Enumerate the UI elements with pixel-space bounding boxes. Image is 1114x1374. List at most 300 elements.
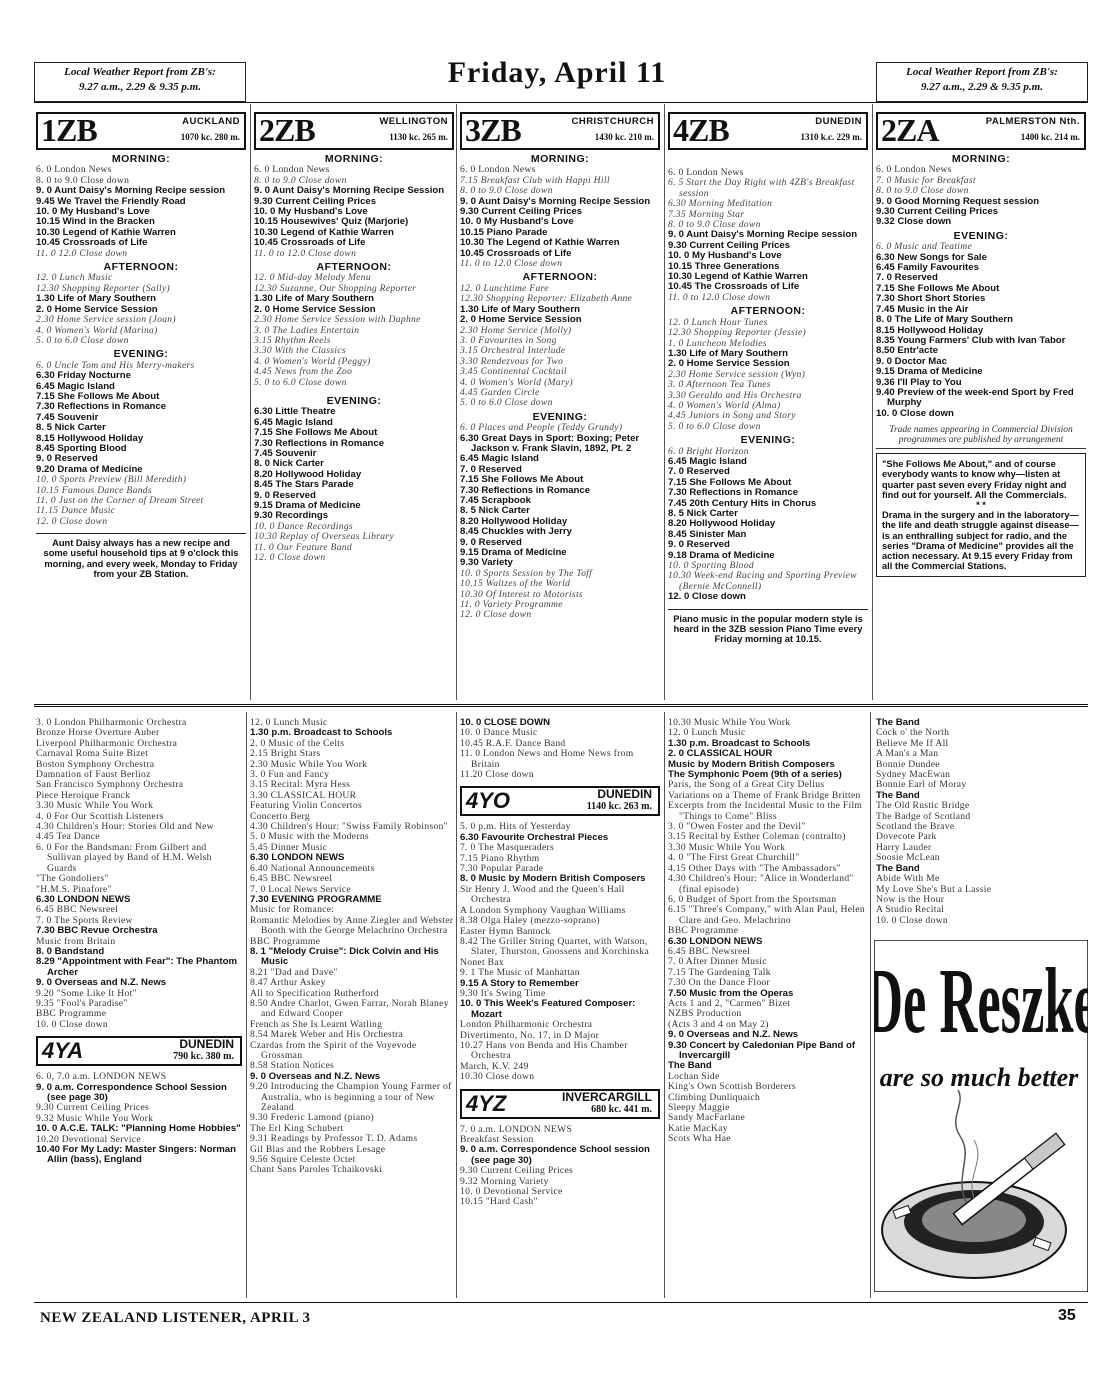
programme-item: 7.30 BBC Revue Orchestra [36, 925, 158, 937]
programme-item: The Band [876, 717, 920, 728]
programme-item: 7. 0 Reserved [876, 272, 938, 284]
programme-item: 7.30 Reflections in Romance [668, 487, 799, 499]
trade-names-notice: Trade names appearing in Commercial Division programmes are published by arrangement [876, 425, 1086, 449]
programme-item: 7.30 Reflections in Romance [460, 484, 591, 496]
programme-item: March, K.V. 249 [460, 1060, 529, 1072]
column-divider [664, 712, 665, 1298]
programme-item: Carnaval Roma Suite Bizet [36, 748, 149, 760]
programme-item: 7. 0 The Masqueraders [460, 842, 555, 854]
programme-item: Soosie McLean [876, 852, 940, 864]
programme-item: 7.15 She Follows Me About [254, 427, 378, 439]
programme-item: 10.15 Famous Dance Bands [36, 484, 152, 496]
station-frequency: 1070 kc. 280 m. [180, 132, 240, 142]
afternoon-list [254, 273, 454, 387]
programme-item: 10.15 Waltzes of the World [460, 578, 571, 590]
programme-item: 7.30 Popular Parade [460, 863, 544, 875]
column-4zb [668, 112, 868, 644]
programme-item: NZBS Production [668, 1008, 742, 1020]
programme-item: 10.15 "Hard Cash" [460, 1196, 538, 1208]
programme-list [36, 718, 242, 1030]
programme-item: 9.35 "Fool's Paradise" [36, 997, 128, 1009]
programme-item: 4. 0 "The First Great Churchill" [668, 852, 800, 864]
column-4yz-continued [668, 718, 866, 1145]
programme-item: 2. 0 Home Service Session [36, 303, 158, 315]
station-frequency: 1310 k.c. 229 m. [800, 132, 862, 142]
programme-item: 9.15 Drama of Medicine [254, 500, 361, 511]
programme-item: 5. 0 p.m. Hits of Yesterday [460, 821, 571, 833]
programme-item: 8.29 "Appointment with Fear": The Phantom Archer [36, 956, 237, 978]
programme-item: 9.30 Current Ceiling Prices [254, 195, 377, 207]
afternoon-list [460, 284, 660, 409]
programme-item: Abide With Me [876, 873, 940, 885]
programme-item: 10.30 The Legend of Kathie Warren [460, 237, 620, 249]
programme-item: 7.45 Souvenir [36, 411, 99, 423]
programme-item: 10.30 Week-end Racing and Sporting Preview (Bernie McConnell) [668, 570, 857, 592]
programme-item: 6. 0 Bright Horizon [668, 445, 749, 457]
programme-item: 11. 0 Our Feature Band [254, 541, 352, 553]
programme-item: 6.40 National Announcements [250, 862, 375, 874]
programme-item: 8. 0 to 9.0 Close down [36, 174, 130, 186]
programme-item: 8.45 Sinister Man [668, 528, 747, 540]
programme-item: 4.45 Garden Circle [460, 386, 540, 398]
programme-item: 10. 0 Dance Recordings [254, 520, 353, 532]
programme-item: 8. 0 Nick Carter [254, 458, 324, 470]
programme-item: 10.15 Three Generations [668, 260, 780, 272]
programme-item: 9. 0 a.m. Correspondence School Session (see page 30) [36, 1081, 227, 1103]
ad-artwork [874, 940, 1088, 1292]
programme-item: 6.45 Magic Island [36, 380, 115, 392]
programme-item: 7.30 Reflections in Romance [36, 401, 167, 413]
programme-list [460, 718, 660, 780]
programme-item: 10.30 Legend of Kathie Warren [254, 226, 394, 238]
programme-item: 10.40 For My Lady: Master Singers: Norman Allin (bass), England [36, 1144, 236, 1166]
programme-item: 12. 0 Lunch Music [250, 717, 328, 728]
programme-item: 2. 0 Home Service Session [254, 303, 376, 315]
programme-item: 1.30 p.m. Broadcast to Schools [250, 727, 393, 739]
section-heading: EVENING: [113, 348, 169, 361]
programme-item: 8.20 Hollywood Holiday [460, 515, 568, 527]
station-callsign: 3ZB [465, 112, 521, 148]
programme-item: 3. 0 Favourites in Song [460, 334, 557, 346]
programme-item: 6. 0 London News [668, 167, 744, 178]
programme-item: Music from Britain [36, 935, 116, 947]
programme-item: Piece Heroique Franck [36, 789, 131, 801]
station-callsign: 4ZB [673, 112, 729, 148]
station-header-4yz [460, 1089, 660, 1119]
programme-item: 6.30 Friday Nocturne [36, 370, 131, 382]
programme-item: 7.30 EVENING PROGRAMME [250, 893, 382, 905]
programme-item: 8.20 Hollywood Holiday [254, 468, 362, 480]
programme-item: Dovecote Park [876, 831, 937, 843]
weather-title: Local Weather Report from ZB's: [906, 66, 1058, 78]
programme-item: 1. 0 Luncheon Melodies [668, 337, 767, 349]
programme-item: 3.30 Music While You Work [36, 800, 154, 812]
programme-item: 10. 0 Sports Session by The Toff [460, 567, 593, 579]
programme-item: The Band [876, 862, 920, 874]
programme-item: Paris, the Song of a Great City Delius [668, 779, 825, 791]
column-divider [870, 712, 871, 1298]
programme-item: The Symphonic Poem (9th of a series) [668, 769, 842, 781]
programme-item: 11. 0 to 12.0 Close down [668, 291, 771, 303]
programme-item: 4. 0 For Our Scottish Listeners [36, 810, 164, 822]
programme-item: 4.15 Other Days with "The Ambassadors" [668, 862, 841, 874]
programme-item: 10. 0 This Week's Featured Composer: Mozart [460, 998, 636, 1020]
programme-item: 6. 0 London News [876, 164, 952, 176]
programme-item: The Band [876, 789, 920, 801]
column-3zb [460, 112, 660, 621]
programme-item: 7.15 Breakfast Club with Happi Hill [460, 174, 610, 186]
column-divider [456, 712, 457, 1298]
programme-item: 10. 0 Close down [876, 407, 954, 419]
header-rule [34, 102, 1088, 103]
section-heading: EVENING: [532, 410, 588, 423]
programme-item: 3.15 Rhythm Reels [254, 334, 331, 346]
section-heading: AFTERNOON: [730, 305, 806, 318]
programme-item: 7. 0 Music for Breakfast [876, 174, 976, 186]
programme-item: 9.30 Current Ceiling Prices [36, 1102, 150, 1114]
programme-item: London Philharmonic Orchestra [460, 1019, 593, 1031]
programme-item: 3.45 Continental Cocktail [460, 366, 567, 378]
programme-item: 8.45 Chuckles with Jerry [460, 526, 572, 538]
station-header-2za [876, 112, 1086, 150]
morning-list [36, 165, 246, 259]
programme-item: 9.31 Readings by Professor T. D. Adams [250, 1133, 418, 1145]
programme-item: 7.45 Music in the Air [876, 303, 969, 315]
morning-list [876, 165, 1086, 227]
programme-item: 3.15 Recital by Esther Coleman (contralto) [668, 831, 846, 843]
programme-item: 7.50 Music from the Operas [668, 987, 794, 999]
station-callsign: 4YO [466, 788, 511, 814]
programme-item: 12. 0 Mid-day Melody Menu [254, 272, 371, 284]
programme-item: 5.45 Dinner Music [250, 841, 328, 853]
programme-item: 3. 0 The Ladies Entertain [254, 324, 360, 336]
programme-list [876, 718, 1086, 926]
programme-item: 10. 0 My Husband's Love [254, 206, 368, 218]
programme-item: 3.30 CLASSICAL HOUR [250, 789, 357, 801]
section-heading: MORNING: [951, 153, 1011, 165]
programme-item: 6.30 LONDON NEWS [668, 935, 763, 947]
programme-item: (Acts 3 and 4 on May 2) [668, 1018, 769, 1030]
programme-item: 6. 0 Places and People (Teddy Grundy) [460, 422, 623, 434]
programme-item: 7.15 She Follows Me About [36, 390, 160, 402]
programme-item: Divertimento, No. 17, in D Major [460, 1029, 600, 1041]
programme-item: 8.38 Olga Haley (mezzo-soprano) [460, 915, 600, 927]
programme-item: 7.30 Short Short Stories [876, 293, 986, 305]
programme-item: 11. 0 London News and Home News from Britain [460, 748, 634, 770]
column-divider [872, 104, 873, 700]
programme-item: 9.32 Morning Variety [460, 1175, 549, 1187]
programme-item: 9.15 Drama of Medicine [876, 366, 983, 378]
programme-item: 12.30 Shopping Reporter: Elizabeth Anne [460, 293, 633, 305]
programme-item: My Love She's But a Lassie [876, 883, 992, 895]
programme-item: 9. 0 Reserved [254, 489, 316, 501]
programme-item: Excerpts from the Incidental Music to the Film "Things to Come" Bliss [668, 800, 863, 822]
programme-item: 10. 0 Devotional Service [460, 1186, 563, 1198]
column-4ya-evening [250, 718, 454, 1176]
programme-item: 8. 0 to 9.0 Close down [668, 219, 761, 231]
programme-item: 7.45 Scrapbook [460, 495, 531, 506]
evening-list [254, 407, 454, 563]
programme-item: 10.20 Devotional Service [36, 1133, 141, 1145]
programme-item: 8. 0 to 9.0 Close down [460, 185, 553, 197]
weather-title: Local Weather Report from ZB's: [64, 66, 216, 78]
programme-item: 6. 0, 7.0 a.m. LONDON NEWS [36, 1071, 167, 1083]
weather-times: 9.27 a.m., 2.29 & 9.35 p.m. [79, 81, 201, 93]
programme-item: 7. 0 Reserved [460, 463, 522, 475]
ad-brand: De Reszke [874, 950, 1088, 1053]
programme-item: 6.45 BBC Newsreel [36, 904, 119, 916]
programme-item: 9. 0 Aunt Daisy's Morning Recipe Session [460, 195, 651, 207]
programme-item: Believe Me If All [876, 737, 949, 749]
programme-item: 7. 0 Local News Service [250, 883, 351, 895]
footer-rule [34, 1302, 1088, 1303]
ad-slogan: are so much better [879, 1063, 1079, 1092]
programme-item: 6. 0 London News [254, 164, 330, 176]
morning-list [460, 165, 660, 269]
column-divider [664, 104, 665, 700]
programme-item: 9. 0 Overseas and N.Z. News [250, 1070, 381, 1082]
station-header-4ya [36, 1036, 242, 1066]
programme-item: 10.30 Legend of Kathie Warren [668, 271, 808, 283]
programme-item: 12. 0 Lunch Music [36, 272, 113, 284]
programme-item: 8.42 The Griller String Quartet, with Watson, Slater, Thurston, Goossens and Korchinska [460, 935, 650, 958]
programme-item: King's Own Scottish Borderers [668, 1081, 796, 1093]
programme-item: Nonet Bax [460, 956, 504, 968]
programme-item: 11. 0 to 12.0 Close down [254, 247, 357, 259]
programme-list [250, 718, 454, 1176]
programme-item: 2.30 Home Service session (Wyn) [668, 368, 806, 380]
programme-list [36, 1072, 242, 1166]
programme-item: 9.32 Music While You Work [36, 1112, 154, 1124]
programme-item: 9.30 Current Ceiling Prices [876, 206, 999, 218]
programme-item: 10.15 Piano Parade [460, 226, 548, 238]
station-callsign: 4YA [42, 1038, 84, 1064]
programme-item: 5. 0 to 6.0 Close down [668, 420, 761, 432]
station-frequency: 1430 kc. 210 m. [594, 132, 654, 142]
programme-item: 8.15 Hollywood Holiday [876, 324, 984, 336]
programme-item: 11. 0 12.0 Close down [36, 247, 128, 259]
programme-item: 8.47 Arthur Askey [250, 977, 326, 989]
programme-item: 9.32 Close down [876, 216, 952, 228]
programme-item: 10. 0 Dance Music [460, 727, 538, 739]
programme-item: Cock o' the North [876, 727, 950, 739]
programme-item: 6. 5 Start the Day Right with 4ZB's Breakfast session [668, 177, 855, 199]
section-heading: MORNING: [530, 153, 590, 165]
programme-item: 8. 0 The Life of Mary Southern [876, 314, 1013, 326]
programme-item: 5. 0 Music with the Moderns [250, 831, 369, 843]
page-title: Friday, April 11 [447, 56, 667, 89]
programme-item: 10. 0 Sports Preview (Bill Meredith) [36, 474, 187, 486]
drama-of-medicine-note: Drama in the surgery and in the laboratory—the life and death struggle against disease—is an enthralling subject for radio, and the series "Drama of Medicine" provides all the action necessary. At 9.15 every Friday from all the Commercial Stations. [882, 510, 1079, 572]
programme-item: 6.45 Magic Island [460, 453, 539, 465]
programme-item: 9.18 Drama of Medicine [668, 549, 775, 561]
morning-list [254, 165, 454, 259]
programme-item: 9. 0 Overseas and N.Z. News [36, 977, 167, 989]
programme-item: 9. 0 Overseas and N.Z. News [668, 1029, 799, 1041]
programme-item: 5. 0 to 6.0 Close down [254, 376, 347, 388]
station-frequency: 1130 kc. 265 m. [389, 132, 448, 142]
evening-list [36, 361, 246, 528]
programme-item: Sir Henry J. Wood and the Queen's Hall Orchestra [460, 883, 625, 906]
programme-item: 8. 1 "Melody Cruise": Dick Colvin and His Music [250, 945, 439, 968]
programme-item: 8. 5 Nick Carter [668, 508, 738, 519]
programme-item: 6. 0 Music and Teatime [876, 241, 973, 253]
commercials-box [876, 453, 1086, 577]
piano-time-note: Piano music in the popular modern style is heard in the 3ZB session Piano Time every Friday morning at 10.15. [668, 609, 868, 645]
programme-item: Sydney MacEwan [876, 769, 951, 781]
programme-item: 4. 0 Women's World (Marina) [36, 324, 158, 336]
weather-times: 9.27 a.m., 2.29 & 9.35 p.m. [921, 81, 1043, 93]
station-frequency: 790 kc. 380 m. [173, 1051, 234, 1063]
programme-item: 6. 0 Uncle Tom and His Merry-makers [36, 359, 195, 371]
programme-item: 3.30 With the Classics [254, 345, 346, 357]
programme-item: BBC Programme [36, 1008, 107, 1020]
programme-item: 9.40 Preview of the week-end Sport by Fred Murphy [876, 386, 1074, 409]
programme-item: 10. 0 CLOSE DOWN [460, 717, 551, 728]
station-city: AUCKLAND [182, 116, 240, 127]
programme-item: 11.20 Close down [460, 769, 534, 781]
afternoon-list [668, 318, 868, 432]
programme-item: 3.30 Rendezvous for Two [460, 355, 564, 367]
programme-item: 8. 0 to 9.0 Close down [254, 174, 347, 186]
asterisk-divider: * * [976, 499, 986, 510]
programme-item: 4.45 News from the Zoo [254, 366, 353, 378]
programme-item: 6. 0 London News [460, 164, 536, 176]
programme-item: 9.15 Drama of Medicine [460, 547, 567, 559]
programme-item: Gil Blas and the Robbers Lesage [250, 1143, 386, 1155]
station-city: WELLINGTON [379, 116, 448, 127]
programme-item: Sleepy Maggie [668, 1102, 730, 1114]
programme-item: French as She Is Learnt Watling [250, 1018, 383, 1030]
programme-item: 10. 0 My Husband's Love [668, 250, 782, 262]
programme-item: 2. 0 Home Service Session [460, 314, 582, 326]
programme-item: 3.15 Orchestral Interlude [460, 345, 566, 357]
column-divider [456, 104, 457, 700]
programme-item: 11.15 Dance Music [36, 505, 116, 517]
station-header-2zb [254, 112, 454, 150]
morning-list [668, 168, 868, 303]
programme-list [668, 718, 866, 1145]
programme-list [460, 1125, 660, 1208]
programme-item: Czardas from the Spirit of the Voyevode Grossman [250, 1039, 417, 1061]
programme-item: 9. 0 Good Morning Request session [876, 195, 1040, 207]
programme-item: 4.45 Juniors in Song and Story [668, 410, 796, 422]
programme-item: Chant Sans Paroles Tchaikovski [250, 1164, 383, 1176]
programme-item: Climbing Dunliquaich [668, 1091, 761, 1103]
programme-item: Harry Lauder [876, 841, 932, 853]
evening-list [876, 242, 1086, 419]
programme-item: 8.54 Marek Weber and His Orchestra [250, 1029, 404, 1041]
programme-item: Music for Romance: [250, 904, 335, 916]
section-heading: MORNING: [111, 153, 171, 165]
programme-item: A Man's a Man [876, 748, 939, 760]
programme-item: 9.56 Squire Celeste Octet [250, 1154, 356, 1166]
programme-item: 4. 0 Women's World (Alma) [668, 399, 781, 411]
programme-item: 9. 1 The Music of Manhattan [460, 967, 580, 979]
programme-item: 12. 0 Lunch Hour Tunes [668, 316, 768, 328]
programme-item: 2.15 Bright Stars [250, 748, 321, 760]
programme-item: Bronze Horse Overture Auber [36, 727, 160, 739]
programme-item: 10.30 Close down [460, 1071, 535, 1083]
programme-item: Scotland the Brave [876, 821, 955, 833]
programme-item: 4.30 Children's Hour: "Swiss Family Robinson" [250, 821, 448, 833]
programme-item: 6.45 BBC Newsreel [250, 873, 333, 885]
section-heading: EVENING: [326, 394, 382, 407]
programme-item: 7.30 Reflections in Romance [254, 437, 385, 449]
programme-item: 9.20 Introducing the Champion Young Farmer of Australia, who is beginning a tour of New Zealand [250, 1081, 452, 1114]
programme-item: 10. 0 Sporting Blood [668, 560, 754, 572]
station-header-4yo [460, 786, 660, 816]
programme-item: 6.30 Great Days in Sport: Boxing; Peter Jackson v. Frank Slavin, 1892, Pt. 2 [460, 432, 640, 454]
programme-item: 10.45 R.A.F. Dance Band [460, 737, 566, 749]
programme-item: 9. 0 a.m. Correspondence School session (see page 30) [460, 1144, 650, 1166]
programme-item: Bonnie Earl of Moray [876, 779, 967, 791]
section-heading: MORNING: [324, 153, 384, 165]
programme-item: 6.15 "Three's Company," with Alan Paul, Helen Clare and Geo. Melachrino [668, 904, 865, 926]
programme-item: 10.45 Crossroads of Life [460, 247, 572, 259]
programme-item: 7. 0 Reserved [668, 466, 730, 478]
programme-item: Acts 1 and 2, "Carmen" Bizet [668, 997, 791, 1009]
column-2za [876, 112, 1086, 577]
programme-item: 7.45 Souvenir [254, 447, 317, 459]
station-city: INVERCARGILL [562, 1089, 652, 1104]
programme-item: 5. 0 to 6.0 Close down [36, 334, 129, 346]
programme-item: The Badge of Scotland [876, 810, 971, 822]
programme-item: 10. 0 Close down [876, 914, 948, 926]
station-callsign: 4YZ [466, 1090, 507, 1116]
programme-item: 7.35 Morning Star [668, 208, 745, 220]
programme-item: 7.45 20th Century Hits in Chorus [668, 497, 817, 509]
programme-list [460, 822, 660, 1082]
programme-item: 1.30 p.m. Broadcast to Schools [668, 737, 811, 749]
programme-item: 10.30 Replay of Overseas Library [254, 531, 394, 543]
programme-item: 7.15 She Follows Me About [668, 476, 792, 488]
programme-item: 9.30 Concert by Caledonian Pipe Band of Invercargill [668, 1039, 856, 1061]
programme-item: San Francisco Symphony Orchestra [36, 779, 184, 791]
programme-item: 10.30 Music While You Work [668, 717, 791, 728]
programme-item: 4. 0 Women's World (Mary) [460, 376, 574, 388]
station-city: DUNEDIN [179, 1037, 234, 1052]
programme-item: 10.27 Hans von Benda and His Chamber Orchestra [460, 1039, 628, 1062]
programme-item: 6. 0 Budget of Sport from the Sportsman [668, 893, 837, 905]
programme-item: 10. 0 A.C.E. TALK: "Planning Home Hobbies" [36, 1123, 241, 1135]
programme-item: 9.30 Frederic Lamond (piano) [250, 1112, 375, 1124]
programme-item: 1.30 Life of Mary Southern [36, 293, 156, 305]
programme-item: 6.30 Favourite Orchestral Pieces [460, 831, 609, 843]
programme-item: 12.30 Shopping Reporter (Sally) [36, 282, 170, 294]
programme-item: 9.15 A Story to Remember [460, 977, 579, 989]
programme-item: Easter Hymn Bantock [460, 925, 551, 937]
programme-item: Damnation of Faust Berlioz [36, 769, 151, 781]
programme-item: 12. 0 Close down [36, 515, 108, 527]
section-rule [34, 704, 1088, 707]
programme-item: 2.30 Home Service session (Joan) [36, 314, 176, 326]
programme-item: Breakfast Session [460, 1134, 534, 1145]
programme-item: 3. 0 "Owen Foster and the Devil" [668, 821, 806, 833]
programme-item: 9.20 Drama of Medicine [36, 463, 143, 475]
programme-item: 3. 0 Afternoon Tea Tunes [668, 379, 771, 391]
programme-item: 8.15 Hollywood Holiday [36, 432, 144, 444]
column-4ya-continued [36, 718, 242, 1166]
programme-item: 9.36 I'll Play to You [876, 376, 962, 388]
station-header-4zb [668, 112, 868, 150]
programme-item: 10.15 Wind in the Bracken [36, 216, 155, 228]
programme-item: 10.45 The Crossroads of Life [668, 281, 800, 293]
programme-item: 6.45 Family Favourites [876, 262, 979, 274]
programme-item: The Band [668, 1060, 712, 1072]
programme-item: 11. 0 to 12.0 Close down [460, 258, 563, 270]
programme-item: 7. 0 After Dinner Music [668, 956, 767, 968]
